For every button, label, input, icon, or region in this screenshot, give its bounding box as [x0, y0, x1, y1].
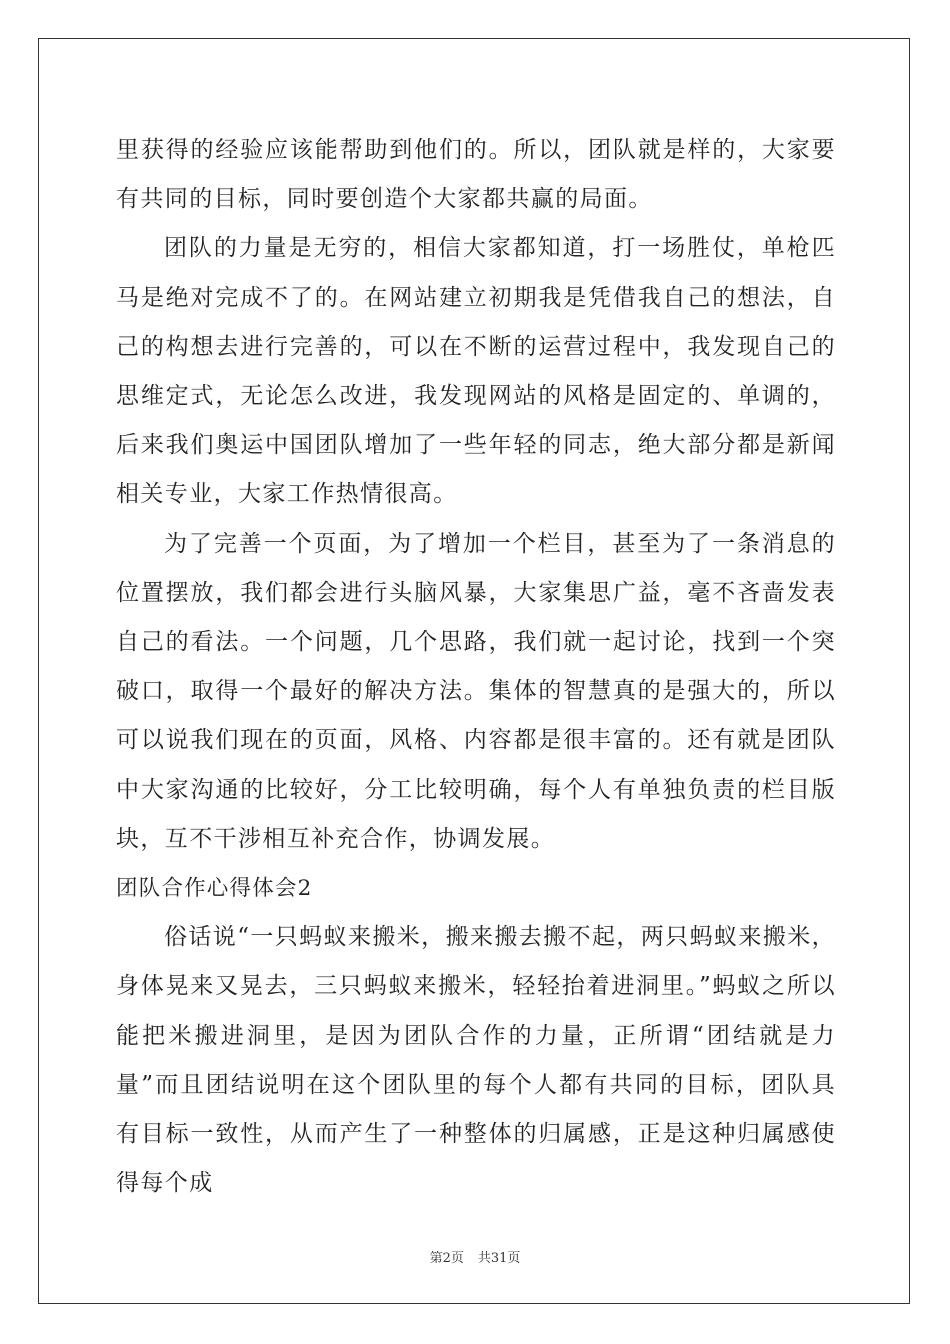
page-total: 共31页	[477, 1251, 521, 1266]
paragraph-3: 为了完善一个页面，为了增加一个栏目，甚至为了一条消息的位置摆放，我们都会进行头脑风暴，大家集思广益，毫不吝啬发表自己的看法。一个问题，几个思路，我们就一起讨论，找到一个突破口，取得一个最好的解决方法。集体的智慧真的是强大的，所以可以说我们现在的页面，风格、内容都是很丰富的。还有就是团队中大家沟通的比较好，分工比较明确，每个人有单独负责的栏目版块，互不干涉相互补充合作，协调发展。	[116, 530, 836, 852]
page-number: 第2页	[429, 1251, 464, 1266]
paragraph-4: 俗话说“一只蚂蚁来搬米，搬来搬去搬不起，两只蚂蚁来搬米，身体晃来又晃去，三只蚂蚁来搬米，轻轻抬着进洞里。”蚂蚁之所以能把米搬进洞里，是因为团队合作的力量，正所谓“团结就是力量”而且团结说明在这个团队里的每个人都有共同的目标，团队具有目标一致性，从而产生了一种整体的归属感，正是这种归属感使得每个成	[116, 924, 836, 1197]
paragraph-1: 里获得的经验应该能帮助到他们的。所以，团队就是样的，大家要有共同的目标，同时要创造个大家都共赢的局面。	[116, 137, 836, 213]
page-footer	[0, 1247, 950, 1266]
paragraph-2: 团队的力量是无穷的，相信大家都知道，打一场胜仗，单枪匹马是绝对完成不了的。在网站建立初期我是凭借我自己的想法，自己的构想去进行完善的，可以在不断的运营过程中，我发现自己的思维定式，无论怎么改进，我发现网站的风格是固定的、单调的，后来我们奥运中国团队增加了一些年轻的同志，绝大部分都是新闻相关专业，大家工作热情很高。	[116, 235, 836, 508]
document-body	[116, 126, 836, 1208]
section-heading: 团队合作心得体会2	[116, 876, 313, 902]
